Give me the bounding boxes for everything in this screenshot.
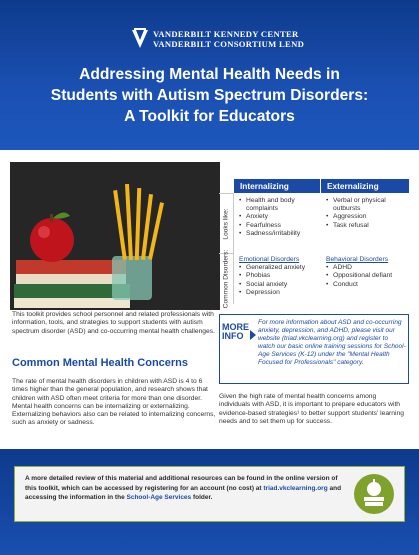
intro-paragraph: This toolkit provides school personnel and related professionals with information, tools, and strategies to support students with autism spectrum disorder (ASD) and co-occurring mental health challenges. (12, 311, 215, 335)
brand-line-1: VANDERBILT KENNEDY CENTER (153, 29, 299, 39)
list-item: • Anxiety (239, 213, 321, 221)
more-info-text: For more information about ASD and co-occurring anxiety, depression, and ADHD, please visit our website (triad.vkclearning.org) and register to watch our basic online training sessions for School-Age Services (K-12) under the "Mental Health Focused for Professionals" category. (258, 319, 406, 367)
right-paragraph: Given the high rate of mental health concerns among individuals with ASD, it is important to prepare educators with evidence-based strategies¹ to better support students' learning needs and to set them up for success. (219, 393, 404, 425)
row-label-looks-like-text: Looks like: (222, 207, 230, 240)
list-item: • Aggression (326, 213, 408, 221)
footer-link[interactable]: triad.vkclearning.org (263, 484, 328, 492)
list-item: • Fearfulness (239, 222, 321, 230)
footer-folder-link[interactable]: School-Age Services (126, 494, 192, 501)
table-header-internalizing: Internalizing (234, 179, 320, 193)
row-label-common-disorders-text: Common Disorders: (222, 249, 230, 309)
list-item: • Social anxiety (239, 281, 321, 289)
header-banner (0, 0, 419, 150)
list-item: • Task refusal (326, 222, 408, 230)
more-info-tag-line-2: INFO (222, 331, 244, 341)
list-item: • Health and body complaints (239, 197, 321, 213)
footer-text (25, 474, 345, 503)
arrow-right-icon (250, 330, 256, 340)
list-item: • Generalized anxiety (239, 264, 321, 272)
footer-note-box (14, 466, 405, 522)
row-label-common-disorders (219, 249, 234, 309)
list-item: • Phobias (239, 272, 321, 280)
more-info-box (219, 314, 409, 384)
list-item: • Oppositional defiant (326, 272, 408, 280)
apple-on-books-icon (354, 474, 394, 514)
behavioral-disorders-heading: Behavioral Disorders (326, 256, 389, 263)
hero-photo-apple-books-pencils (0, 150, 220, 310)
section-body: The rate of mental health disorders in children with ASD is 4 to 6 times higher than the general population, and research shows that children with ASD often meet criteria for more than one disorder. Mental health concerns can be internalizing or externalizing. Externalizing behaviors also can be related to internalizing concerns, such as anxiety or sadness. (12, 378, 216, 427)
list-item: • Verbal or physical outbursts (326, 197, 408, 213)
footer-text-a: A more detailed review of this material and additional resources can be found in the online version of this toolkit, which can be accessed by registering for an account (no cost) at (25, 475, 338, 492)
list-item: • Depression (239, 289, 321, 297)
table-header-externalizing: Externalizing (321, 179, 409, 193)
emotional-disorders-heading: Emotional Disorders (239, 256, 300, 263)
title-line-3: A Toolkit for Educators (124, 108, 295, 125)
title-line-2: Students with Autism Spectrum Disorders: (50, 87, 369, 104)
section-heading: Common Mental Health Concerns (12, 357, 189, 369)
list-item: • ADHD (326, 264, 408, 272)
title-line-1: Addressing Mental Health Needs in (79, 66, 340, 83)
cell-externalizing-looks (326, 197, 408, 230)
cell-internalizing-disorders (239, 256, 321, 297)
footer-text-c: folder. (191, 494, 213, 501)
vanderbilt-v-logo-icon (131, 28, 149, 50)
cell-internalizing-looks (239, 197, 321, 238)
list-item: • Conduct (326, 281, 408, 289)
row-label-looks-like (219, 193, 234, 253)
apple-shape (30, 218, 74, 262)
cell-externalizing-disorders (326, 256, 408, 289)
page-title (20, 64, 399, 127)
vanderbilt-logo (131, 28, 305, 52)
brand-line-2: VANDERBILT CONSORTIUM LEND (153, 39, 305, 49)
footer-text-b: and accessing the information in the (25, 484, 342, 501)
more-info-tag (222, 323, 250, 341)
mental-health-table (219, 179, 409, 309)
more-info-tag-line-1: MORE (222, 322, 249, 332)
list-item: • Sadness/irritability (239, 230, 321, 238)
